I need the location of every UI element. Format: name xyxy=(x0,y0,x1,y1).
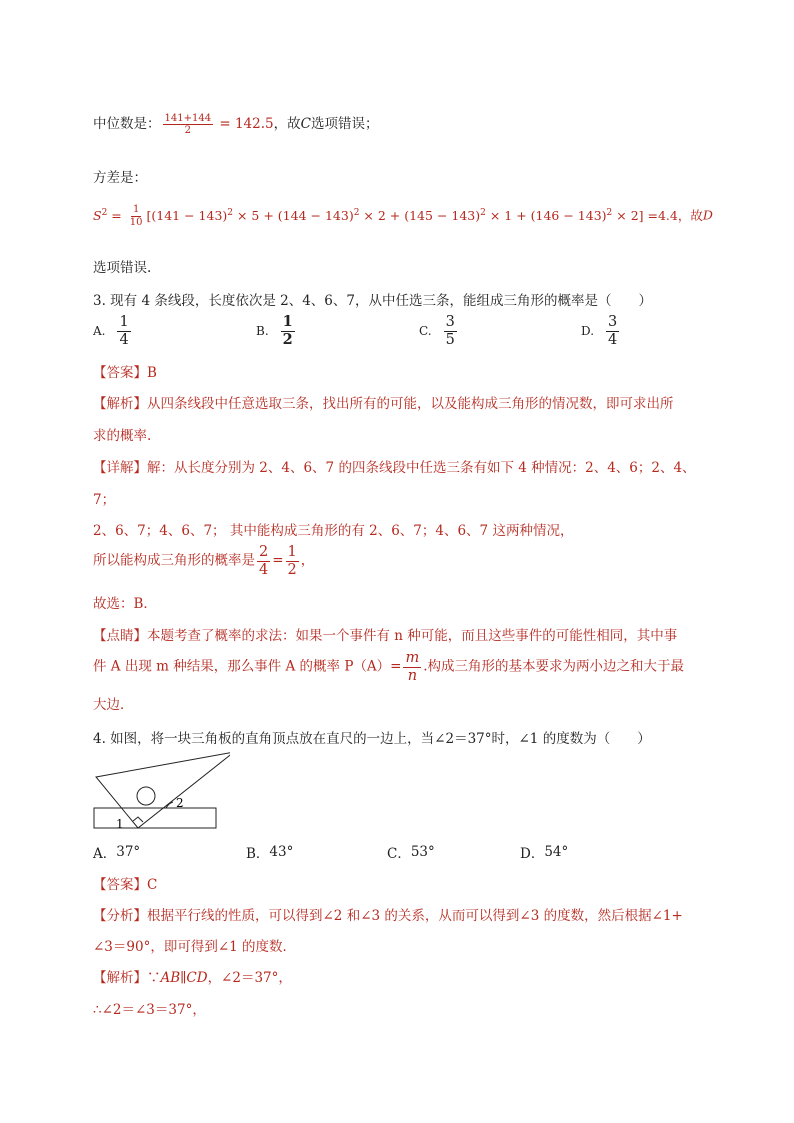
variance-expr-a: [(141 − 143) xyxy=(146,207,228,223)
q4-fenxi-1 xyxy=(93,904,683,924)
median-numerator: 141+144 xyxy=(164,112,212,124)
q3-dianjing-2 xyxy=(93,650,684,684)
triangle-hole xyxy=(137,787,155,805)
median-denominator: 2 xyxy=(184,125,191,136)
q3-xj4-eq: = xyxy=(272,552,284,569)
sq-4: 2 xyxy=(606,207,613,218)
q3-xj4-frac-1 xyxy=(257,544,270,578)
q4-figure xyxy=(90,745,230,835)
q4-jiexi-because: ∵ xyxy=(147,970,161,986)
q3-answer-tag: 【答案】 xyxy=(93,365,147,381)
q3-dianjing-text: 本题考查了概率的求法：如果一个事件有 n 种可能，而且这些事件的可能性相同，其中事 xyxy=(147,628,678,644)
variance-expr-d: × 1 + (146 − 143) xyxy=(485,207,607,223)
q3-option-c[interactable] xyxy=(419,314,459,348)
median-tail-2: 选项错误； xyxy=(310,116,379,132)
q3-b-num: 1 xyxy=(282,313,293,330)
q4-d-text: 54° xyxy=(544,844,569,860)
median-formula xyxy=(161,112,274,136)
q4-answer-tag: 【答案】 xyxy=(93,877,147,893)
q3-stem: 3. 现有 4 条线段，长度依次是 2、4、6、7，从中任选三条，能组成三角形的概率是（ ） xyxy=(93,293,652,309)
variance-label: 方差是： xyxy=(93,170,147,186)
q3-dianjing-3: 大边． xyxy=(93,697,134,713)
q3-d-den: 4 xyxy=(608,331,618,348)
variance-numerator: 1 xyxy=(132,204,140,215)
q3-d-num: 3 xyxy=(608,314,618,330)
q3-option-a-label: A. xyxy=(93,324,106,339)
q4-c-text: 53° xyxy=(410,844,435,860)
variance-formula xyxy=(93,204,703,228)
q4-option-b[interactable] xyxy=(246,842,293,862)
q4-b-text: 43° xyxy=(269,844,294,860)
q3-dianjing-tag: 【点睛】 xyxy=(93,628,147,644)
sq-3: 2 xyxy=(480,207,486,218)
q3-option-b-label: B. xyxy=(256,324,269,339)
q3-option-c-fraction xyxy=(444,314,457,348)
q3-answer xyxy=(93,361,157,381)
variance-expr-c: × 2 + (145 − 143) xyxy=(359,207,481,223)
ruler xyxy=(94,808,216,828)
q3-a-num: 1 xyxy=(119,314,129,330)
variance-expr-b: × 5 + (144 − 143) xyxy=(233,207,354,223)
q3-dj2-fraction xyxy=(403,650,421,684)
q3-b-den: 2 xyxy=(282,330,293,348)
variance-denominator: 10 xyxy=(129,216,143,228)
q3-xiangjie-1 xyxy=(93,456,696,476)
q3-xj4-n2: 1 xyxy=(287,544,297,560)
q3-dj2-den: n xyxy=(407,667,418,684)
q4-jiexi-angle: ，∠2＝37°， xyxy=(207,970,292,986)
q3-xj4-tail: ， xyxy=(300,552,315,569)
q3-xiangjie-3: 2、6、7；4、6、7； 其中能构成三角形的有 2、6、7；4、6、7 这两种情况， xyxy=(93,523,574,539)
q3-xiangjie-tag: 【详解】 xyxy=(93,460,147,476)
q3-xj4-d1: 4 xyxy=(259,561,269,578)
q4-a-text: 37° xyxy=(116,844,141,860)
q3-xiangjie-2: 7； xyxy=(93,492,116,508)
q3-xj4-text: 所以能构成三角形的概率是 xyxy=(93,552,255,569)
q3-a-den: 4 xyxy=(119,331,129,348)
q3-jiexi-2: 求的概率. xyxy=(93,428,152,444)
right-angle-mark xyxy=(133,817,143,822)
variance-fraction xyxy=(128,204,145,228)
q4-option-a[interactable] xyxy=(93,842,140,862)
q3-dianjing-1 xyxy=(93,624,677,644)
q3-option-c-label: C. xyxy=(419,324,432,339)
median-label: 中位数是： xyxy=(93,116,161,132)
sq-2: 2 xyxy=(353,207,360,218)
variance-option: D xyxy=(702,207,713,223)
q4-b-label: B． xyxy=(246,846,270,862)
q4-jiexi-2: ∴∠2＝∠3＝37°， xyxy=(93,1002,206,1018)
angle-1-label: 1 xyxy=(116,817,124,831)
q3-xj4-d2: 2 xyxy=(287,561,297,578)
q4-fenxi-text: 根据平行线的性质，可以得到∠2 和∠3 的关系，从而可以得到∠3 的度数，然后根据∠1+ xyxy=(147,908,683,924)
q3-xj4-frac-2 xyxy=(286,544,299,578)
q4-answer-value: C xyxy=(147,877,158,893)
q4-jiexi-tag: 【解析】 xyxy=(93,970,147,986)
q4-stem: 4. 如图，将一块三角板的直角顶点放在直尺的一边上，当∠2＝37°时，∠1 的度数为（ ） xyxy=(93,731,651,747)
q3-jiexi-text: 从四条线段中任意选取三条，找出所有的可能，以及能构成三角形的情况数，即可求出所 xyxy=(147,396,674,412)
q4-jiexi-parallel: AB∥CD xyxy=(160,970,208,986)
q3-dj2-text: 件 A 出现 m 种结果，那么事件 A 的概率 P（A）= xyxy=(93,658,402,675)
q4-fenxi-2: ∠3＝90°，即可得到∠1 的度数． xyxy=(93,939,297,955)
q3-c-num: 3 xyxy=(445,314,455,330)
q3-option-d-label: D. xyxy=(581,324,595,339)
q4-d-label: D． xyxy=(520,846,545,862)
q3-jiexi-tag: 【解析】 xyxy=(93,396,147,412)
q4-jiexi-1 xyxy=(93,966,292,986)
q4-c-label: C． xyxy=(387,846,411,862)
sq-1: 2 xyxy=(227,207,234,218)
q4-fenxi-tag: 【分析】 xyxy=(93,908,147,924)
variance-expr-e: × 2] =4.4，故 xyxy=(612,207,703,223)
q3-jiexi-1 xyxy=(93,392,674,412)
q3-xiangjie-text: 解：从长度分别为 2、4、6、7 的四条线段中任选三条有如下 4 种情况：2、4、6；2、4、 xyxy=(147,460,696,476)
q3-xj4-n1: 2 xyxy=(259,544,269,560)
q4-option-c[interactable] xyxy=(387,842,435,862)
q3-option-b-fraction xyxy=(281,314,295,348)
variance-s: S xyxy=(93,207,102,223)
q3-option-d-fraction xyxy=(606,314,619,348)
q3-dj2-tail: .构成三角形的基本要求为两小边之和大于最 xyxy=(423,658,685,675)
median-fraction xyxy=(163,113,214,137)
q3-xiangjie-4 xyxy=(93,544,314,578)
q3-answer-value: B xyxy=(147,365,157,381)
q4-a-label: A． xyxy=(93,846,117,862)
median-value: = 142.5 xyxy=(219,116,274,132)
q3-dj2-num: m xyxy=(405,650,420,666)
q3-xiangjie-5: 故选：B． xyxy=(93,596,157,612)
median-option: C xyxy=(300,116,311,132)
angle-2-label: 2 xyxy=(176,796,184,810)
variance-formula-line xyxy=(93,204,713,228)
q3-option-b[interactable] xyxy=(256,314,297,348)
q4-option-d[interactable] xyxy=(520,842,568,862)
variance-wrap: 选项错误. xyxy=(93,260,152,276)
q3-option-a-fraction xyxy=(117,314,130,348)
median-tail: ，故 xyxy=(273,116,301,132)
variance-sq: 2 xyxy=(101,207,108,218)
median-line xyxy=(93,112,378,137)
q4-answer xyxy=(93,873,157,893)
variance-eq: = xyxy=(111,207,122,223)
q3-c-den: 5 xyxy=(445,331,455,348)
q3-option-d[interactable] xyxy=(581,314,621,348)
q3-option-a[interactable] xyxy=(93,314,133,348)
